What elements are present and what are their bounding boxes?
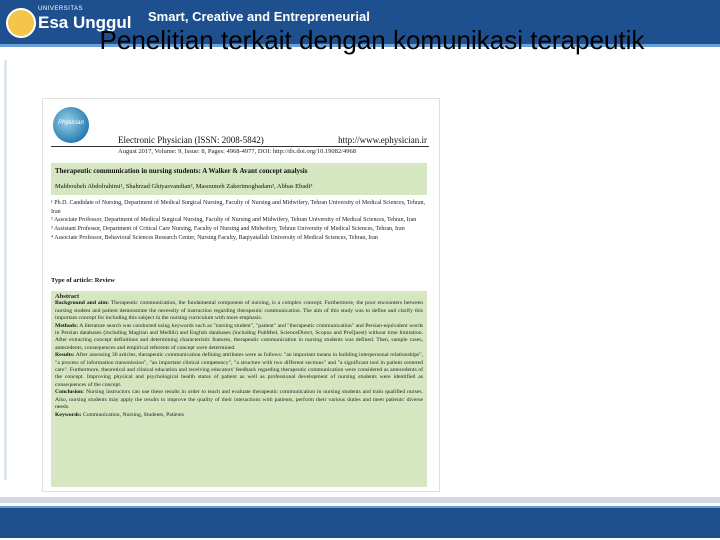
article-title: Therapeutic communication in nursing students: A Walker & Avant concept analysis — [55, 167, 308, 175]
methods-text: A literature search was conducted using keywords such as "nursing student", "patient" and "therapeutic communication" and Persian-equivalent words in Persian databases (including Magiran and Medlib) and English databases (including PubMed, ScienceDirect, Scopus and ProQuest) without time limitation. After extracting concept definitions and determining characteristic features, therapeutic communication in nursing students was defined. Then, sample cases, antecedents, consequences and empirical referents of concept were determined. — [55, 322, 423, 351]
affiliation-item: ⁴ Associate Professor, Behavioral Sciences Research Center, Nursing Faculty, Baqiyatallah University of Medical Sciences, Tehran, Iran — [51, 234, 378, 241]
side-accent — [4, 60, 7, 480]
abstract-results — [55, 352, 423, 389]
article-authors: Mahboubeh Abdolrahimi¹, Shahrzad Ghiyasvandian², Masoumeh Zakerimoghadam², Abbas Ebadi³ — [55, 183, 313, 190]
journal-name: Electronic Physician (ISSN: 2008-5842) — [118, 135, 264, 145]
keywords-text: Communication, Nursing, Students, Patients — [82, 411, 185, 418]
slide-title: Penelitian terkait dengan komunikasi terapeutik — [99, 25, 645, 55]
logo-name: Esa Unggul — [38, 13, 132, 32]
abstract-background — [55, 300, 423, 322]
journal-url: http://www.ephysician.ir — [338, 135, 427, 145]
header-tagline: Smart, Creative and Entrepreneurial — [148, 9, 370, 24]
title-band — [51, 163, 427, 195]
affiliation-item: ² Associate Professor, Department of Medical Surgical Nursing, Faculty of Nursing and Midwifery, Tehran University of Medical Sciences, Tehran, Iran — [51, 217, 417, 224]
journal-issue: August 2017, Volume: 9, Issue: 8, Pages: 4968-4977, DOI: http://dx.doi.org/10.19082/4968 — [118, 148, 356, 155]
footer-stripe — [0, 497, 720, 503]
results-label: Results: — [55, 352, 75, 359]
abstract-heading: Abstract — [55, 293, 80, 300]
background-label: Background and aim: — [55, 300, 109, 307]
logo-subtitle: UNIVERSITAS — [38, 6, 84, 12]
affiliation-item: ¹ Ph.D. Candidate of Nursing, Department of Medical Surgical Nursing, Faculty of Nursing and Midwifery, Tehran University of Medical Sciences, Tehran, Iran — [51, 200, 425, 215]
conclusion-label: Conclusion: — [55, 389, 85, 396]
paper-excerpt-image — [42, 98, 440, 492]
affiliation-item: ³ Assistant Professor, Department of Critical Care Nursing, Faculty of Nursing and Midwifery, Tehran University of Medical Sciences, Tehran, Iran — [51, 226, 405, 233]
abstract-conclusion — [55, 389, 423, 411]
conclusion-text: Nursing instructors can use these results in order to teach and evaluate therapeutic communication in nursing students and train qualified nurses. Also, nursing students may apply the results to improve the quality of their interactions with patients, perform their various duties and meet patients' diverse needs. — [55, 389, 423, 411]
keywords-label: Keywords: — [55, 411, 82, 418]
article-type: Type of article: Review — [51, 277, 115, 284]
divider — [51, 146, 429, 147]
abstract-keywords — [55, 412, 423, 419]
journal-logo-text: Physician — [58, 120, 84, 126]
journal-logo-icon — [53, 107, 89, 143]
methods-label: Methods: — [55, 322, 79, 329]
abstract-methods — [55, 323, 423, 353]
footer-bar — [0, 506, 720, 538]
abstract — [55, 293, 423, 419]
abstract-band — [51, 291, 427, 487]
affiliations — [51, 199, 429, 243]
background-text: Therapeutic communication, the fundamental component of nursing, is a complex concept. Furthermore, the poor encounters between nursing student and patient demonstrate the necessity of instruction regarding therapeutic communication. The aim of this study was to define and clarify this important concept for including this subject in the nursing curriculum with more emphasis. — [55, 300, 423, 322]
results-text: After assessing 30 articles, therapeutic communication defining attributes were as follows: "an important means in building interpersonal relationships", "a process of information transmission", "an important clinical competency", "a structure with two different sections" and "a significant tool in patient centered care". Furthermore, theoretical and clinical education and receiving educators' feedback regarding therapeutic communication were considered as antecedents of the concept. Improving physical and psychological health status of patient as well as professional development of nursing students were identified as consequences of the concept. — [55, 352, 424, 388]
